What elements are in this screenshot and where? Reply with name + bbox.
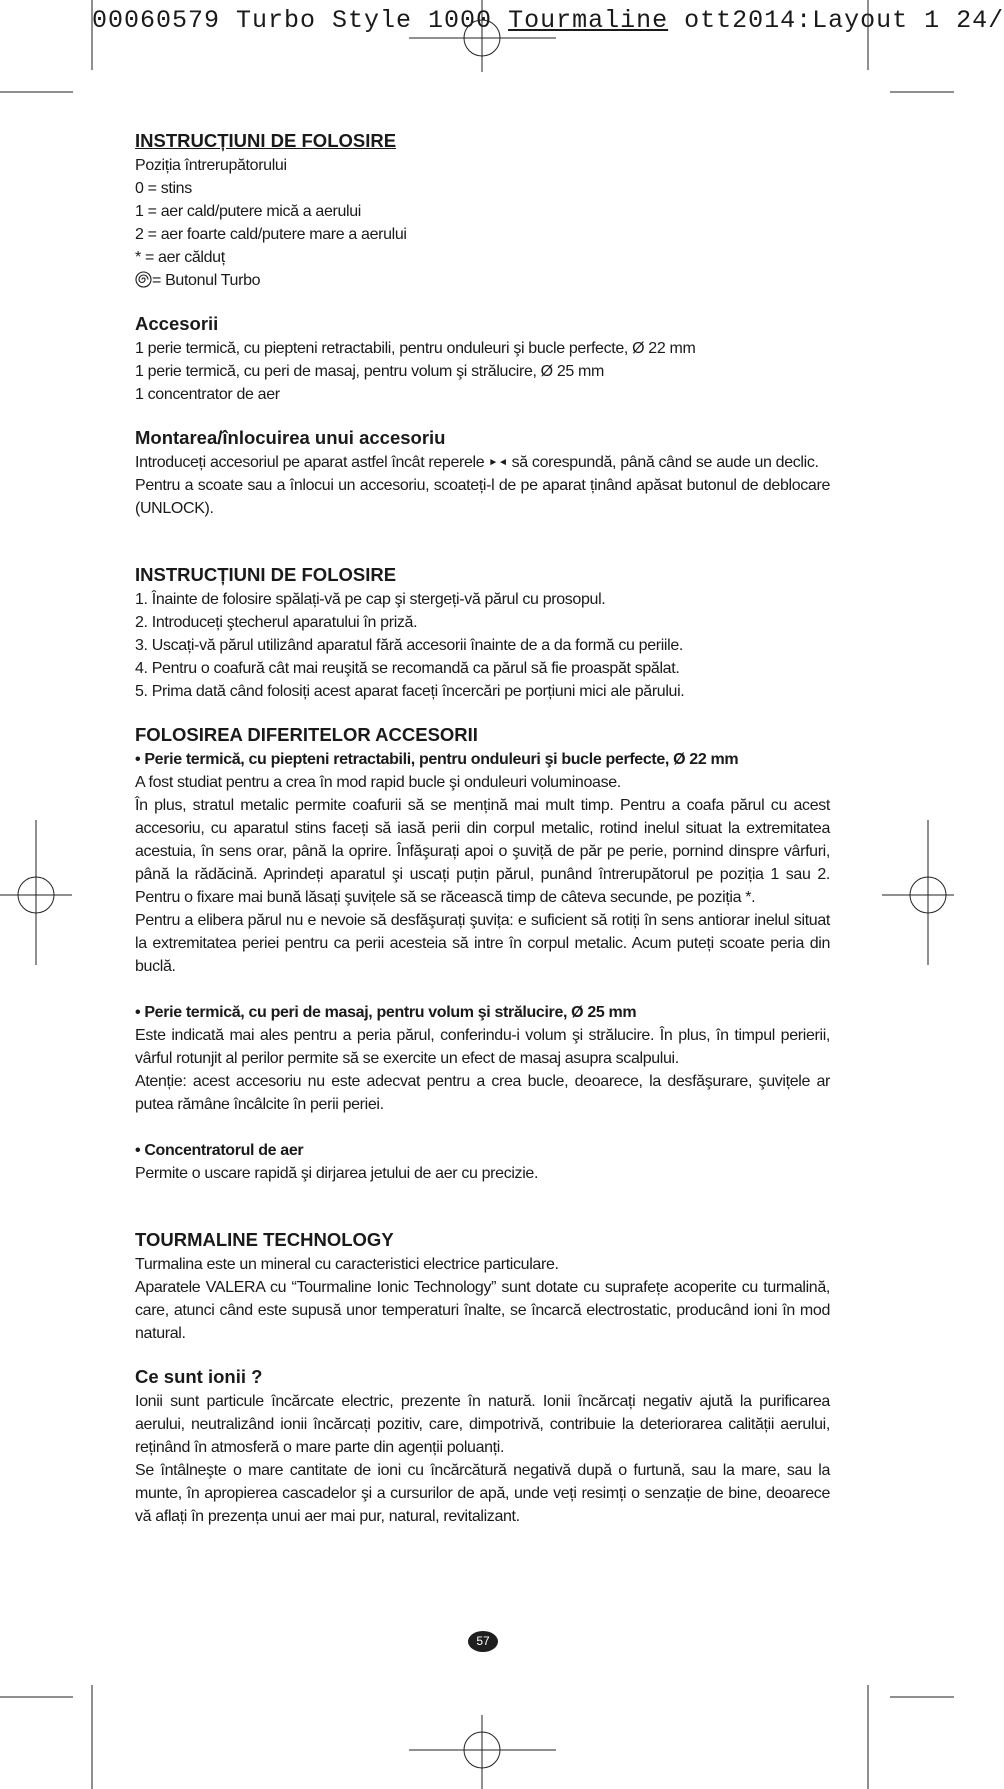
instructiuni-section (135, 562, 830, 703)
montare-section (135, 425, 830, 520)
montare-text: Introduceți accesoriul pe aparat astfel încât reperele (135, 454, 489, 471)
montare-title: Montarea/înlocuirea unui accesoriu (135, 427, 446, 448)
accesorii-title: Accesorii (135, 313, 219, 334)
perie-22-text: În plus, stratul metalic permite coafurii să se mențină mai mult timp. Pentru a coafa părul cu acest accesoriu, cu aparatul stins faceți să iasă perii din corpul metalic, rotind inelul situat la extremitatea acestuia, în sens orar, până la oprire. Înfăşurați apoi o şuviță de păr pe perie, pornind dinspre vârfuri, până la rădăcină. Aprindeți aparatul şi uscați puțin părul, punând întrerupătorul pe poziția 1 sau 2. Pentru o fixare mai bună lăsați şuvițele să se răcească timp de câteva secunde, pe poziția *. (135, 797, 830, 906)
accesoriu-item: 1 concentrator de aer (135, 386, 280, 403)
montare-paragraph: Pentru a scoate sau a înlocui un accesoriu, scoateți-l de pe aparat ținând apăsat butonul de deblocare (UNLOCK). (135, 477, 830, 517)
intro-line: 1 = aer cald/putere mică a aerului (135, 203, 362, 220)
instruction-step: 3. Uscați-vă părul utilizând aparatul fără accesorii înainte de a da formă cu periile. (135, 637, 683, 654)
perie-25-text: Atenție: acest accesoriu nu este adecvat pentru a crea bucle, deoarece, la desfăşurare, şuvițele ar putea rămâne încâlcite în perii periei. (135, 1073, 830, 1113)
turbo-line (135, 269, 830, 292)
perie-22-text: A fost studiat pentru a crea în mod rapid bucle şi onduleuri voluminoase. (135, 774, 621, 791)
intro-line: * = aer călduț (135, 249, 225, 266)
tourmaline-title: TOURMALINE TECHNOLOGY (135, 1229, 394, 1250)
registration-mark-bottom (409, 1715, 556, 1789)
perie-25-title: • Perie termică, cu peri de masaj, pentru volum şi strălucire, Ø 25 mm (135, 1004, 637, 1021)
registration-mark-top (409, 0, 556, 72)
instructiuni-title: INSTRUCȚIUNI DE FOLOSIRE (135, 564, 397, 585)
accesoriu-item: 1 perie termică, cu peri de masaj, pentru volum şi strălucire, Ø 25 mm (135, 363, 605, 380)
ioni-text: Ionii sunt particule încărcate electric, prezente în natură. Ionii încărcați negativ ajută la purificarea aerului, neutralizând ionii încărcați pozitiv, care, dimpotrivă, contribuie la deteriorarea calității aerului, reținând în atmosferă o mare parte din agenții poluanți. (135, 1393, 830, 1456)
intro-section (135, 128, 830, 292)
montare-text: să corespundă, până când se aude un declic. (507, 454, 819, 471)
tourmaline-text: Aparatele VALERA cu “Tourmaline Ionic Technology” sunt dotate cu suprafețe acoperite cu turmalină, care, atunci când este supusă unor temperaturi înalte, se încarcă electrostatic, producând ioni în mod natural. (135, 1279, 830, 1342)
instruction-step: 2. Introduceți ştecherul aparatului în priză. (135, 614, 418, 631)
slug-part-2: Tourmaline (508, 6, 669, 35)
registration-mark-right (882, 820, 954, 965)
ioni-section (135, 1364, 830, 1528)
concentrator-text: Permite o uscare rapidă şi dirjarea jetului de aer cu precizie. (135, 1165, 539, 1182)
accesoriu-item: 1 perie termică, cu piepteni retractabili, pentru onduleuri şi bucle perfecte, Ø 22 mm (135, 340, 696, 357)
alignment-marks-symbol: ►◄ (488, 457, 508, 468)
turbo-spiral-icon (135, 271, 152, 288)
perie-22-text: Pentru a elibera părul nu e nevoie să desfăşurați şuvița: e suficient să rotiți în sens antiorar inelul situat la extremitatea periei pentru ca perii acesteia să intre în corpul metalic. Acum puteți scoate peria din buclă. (135, 912, 830, 975)
accesorii-section (135, 311, 830, 406)
folosirea-title: FOLOSIREA DIFERITELOR ACCESORII (135, 724, 478, 745)
ioni-text: Se întâlneşte o mare cantitate de ioni cu încărcătură negativă după o furtună, sau la mare, sau la munte, în apropierea cascadelor şi a cursurilor de apă, unde veți resimți o senzație de bine, deoarece vă aflați în prezența unui aer mai pur, natural, revitalizant. (135, 1462, 830, 1525)
intro-line: 2 = aer foarte cald/putere mare a aerului (135, 226, 407, 243)
instruction-step: 4. Pentru o coafură cât mai reuşită se recomandă ca părul să fie proaspăt spălat. (135, 660, 680, 677)
perie-25-text: Este indicată mai ales pentru a peria părul, conferindu-i volum şi strălucire. În plus, în timpul perierii, vârful rotunjit al perilor permite să se exercite un efect de masaj asupra scalpului. (135, 1027, 830, 1067)
instruction-step: 5. Prima dată când folosiți acest aparat faceți încercări pe porțiuni mici ale părului. (135, 683, 685, 700)
intro-line: 0 = stins (135, 180, 192, 197)
intro-title: INSTRUCȚIUNI DE FOLOSIRE (135, 130, 397, 151)
turbo-label: = Butonul Turbo (152, 272, 261, 289)
page-content (135, 128, 830, 1528)
slug-part-1: 00060579 Turbo Style 1000 (92, 6, 509, 35)
concentrator-title: • Concentratorul de aer (135, 1142, 304, 1159)
registration-mark-left (0, 820, 72, 965)
page-number-badge: 57 (468, 1631, 498, 1652)
slug-part-3: ott2014:Layout 1 24/ (668, 6, 1004, 35)
instruction-step: 1. Înainte de folosire spălați-vă pe cap şi stergeți-vă părul cu prosopul. (135, 591, 606, 608)
montare-paragraph (135, 451, 830, 474)
perie-22-title: • Perie termică, cu piepteni retractabili, pentru onduleuri şi bucle perfecte, Ø 22 mm (135, 751, 739, 768)
tourmaline-section (135, 1227, 830, 1345)
intro-line: Poziția întrerupătorului (135, 157, 287, 174)
tourmaline-text: Turmalina este un mineral cu caracteristici electrice particulare. (135, 1256, 559, 1273)
ioni-title: Ce sunt ionii ? (135, 1366, 263, 1387)
folosirea-section (135, 722, 830, 1185)
